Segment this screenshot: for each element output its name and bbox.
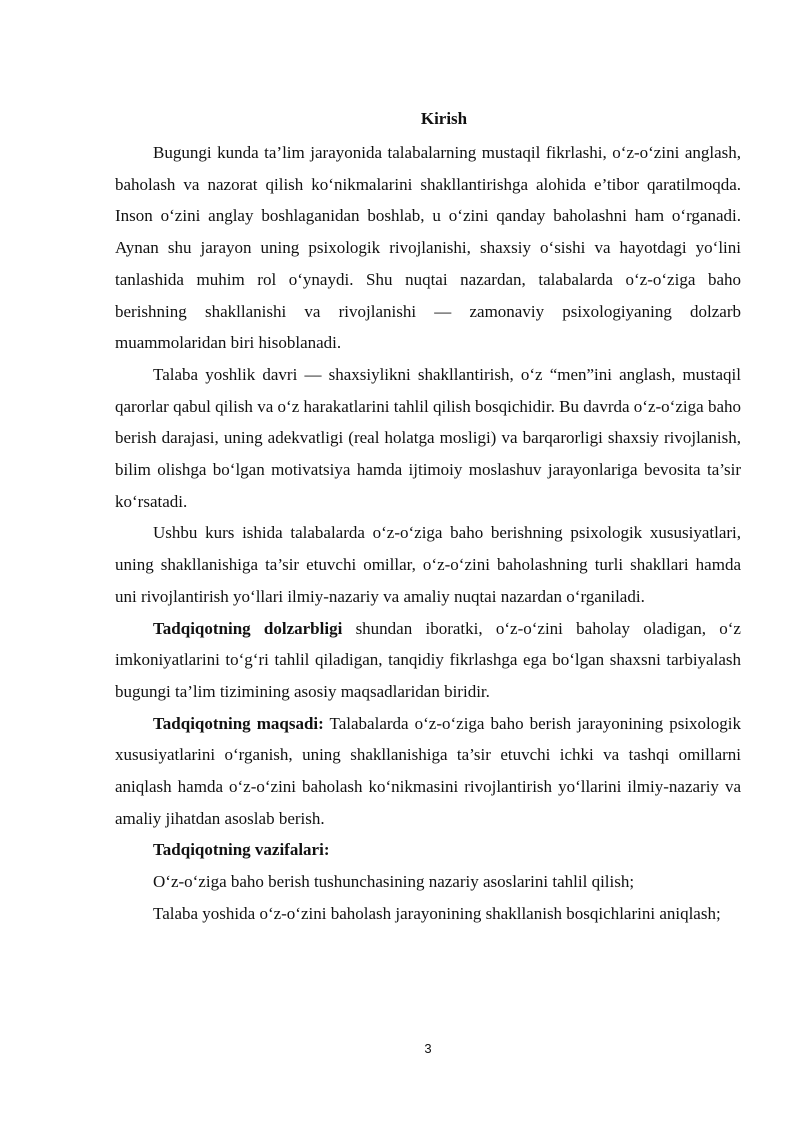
paragraph-course-work: Ushbu kurs ishida talabalarda o‘z-o‘ziga baho berishning psixologik xususiyatlari, uning shakllanishiga ta’sir etuvchi omillar, o‘z-o‘zini baholashning turli shakllari hamda uni rivojlantirish yo‘llari ilmiy-nazariy va amaliy nuqtai nazardan o‘rganiladi. bbox=[115, 523, 741, 606]
paragraph-introduction: Bugungi kunda ta’lim jarayonida talabalarning mustaqil fikrlashi, o‘z-o‘zini anglash, baholash va nazorat qilish ko‘nikmalarini shakllantirishga alohida e’tibor qaratilmoqda. Inson o‘zini anglay boshlaganidan boshlab, u o‘zini qanday baholashni ham o‘rganadi. Aynan shu jarayon uning psixologik rivojlanishi, shaxsiy o‘sishi va hayotdagi yo‘lini tanlashida muhim rol o‘ynaydi. Shu nuqtai nazardan, talabalarda o‘z-o‘ziga baho berishning shakllanishi va rivojlanishi — zamonaviy psixologiyaning dolzarb muammolaridan biri hisoblanadi. bbox=[115, 143, 741, 353]
relevance-label: Tadqiqotning dolzarbligi bbox=[153, 618, 343, 638]
paragraph-relevance bbox=[115, 613, 741, 708]
goal-text: Talabalarda o‘z-o‘ziga baho berish jarayonining psixologik xususiyatlarini o‘rganish, uning shakllanishiga ta’sir etuvchi ichki va tashqi omillarni aniqlash hamda o‘z-o‘zini baholash ko‘nikmasini rivojlantirish yo‘llarini ilmiy-nazariy va amaliy jihatdan asoslab berish. bbox=[115, 713, 741, 828]
task-item-2: Talaba yoshida o‘z-o‘zini baholash jarayonining shakllanish bosqichlarini aniqlash; bbox=[153, 903, 721, 923]
paragraph-goal bbox=[115, 708, 741, 835]
paragraph-tasks-heading bbox=[115, 834, 741, 866]
section-heading: Kirish bbox=[420, 109, 468, 128]
task-item-1: O‘z-o‘ziga baho berish tushunchasining nazariy asoslarini tahlil qilish; bbox=[153, 872, 635, 892]
tasks-label: Tadqiqotning vazifalari: bbox=[153, 840, 330, 860]
body-text bbox=[115, 137, 741, 930]
page-number: 3 bbox=[424, 1041, 432, 1056]
paragraph-student-youth: Talaba yoshlik davri — shaxsiylikni shakllantirish, o‘z “men”ini anglash, mustaqil qarorlar qabul qilish va o‘z harakatlarini tahlil qilish bosqichidir. Bu davrda o‘z-o‘ziga baho berish darajasi, uning adekvatligi (real holatga mosligi) va barqarorligi shaxsiy rivojlanish, bilim olishga bo‘lgan motivatsiya hamda ijtimoiy moslashuv jarayonlariga bevosita ta’sir ko‘rsatadi. bbox=[115, 364, 741, 511]
relevance-text: shundan iboratki, o‘z-o‘zini baholay oladigan, o‘z imkoniyatlarini to‘g‘ri tahlil qiladigan, tanqidiy fikrlashga ega bo‘lgan shaxsni tarbiyalash bugungi ta’lim tizimining asosiy maqsadlaridan biridir. bbox=[115, 618, 741, 701]
goal-label: Tadqiqotning maqsadi: bbox=[153, 713, 324, 733]
